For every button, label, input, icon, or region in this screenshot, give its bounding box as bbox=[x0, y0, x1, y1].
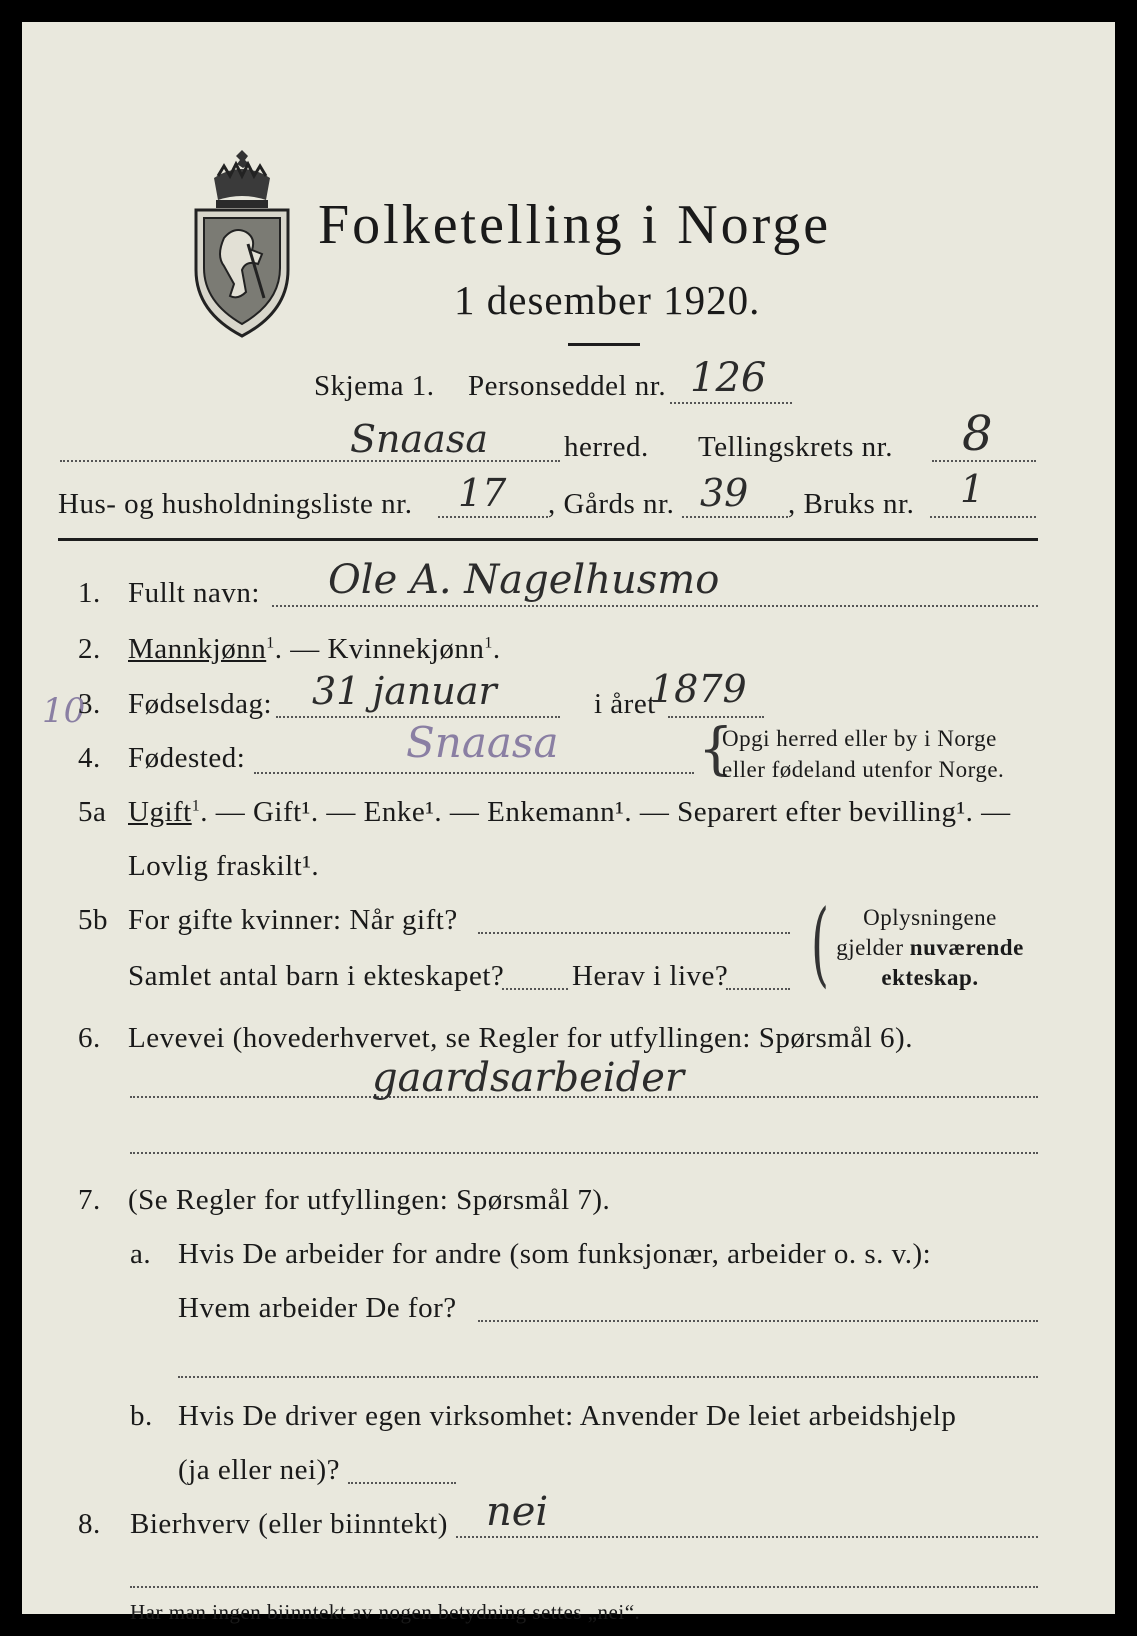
gards-value[interactable]: 39 bbox=[700, 471, 749, 515]
unmarried-option[interactable]: Ugift bbox=[128, 796, 192, 828]
q5a-number: 5a bbox=[78, 796, 107, 828]
household-list-line bbox=[438, 516, 548, 518]
q2-number: 2. bbox=[78, 633, 101, 665]
household-list-label: Hus- og husholdningsliste nr. bbox=[58, 488, 413, 520]
birthplace-value[interactable]: Snaasa bbox=[406, 718, 559, 767]
marriage-note-line3: ekteskap. bbox=[881, 965, 979, 990]
census-date: 1 desember 1920. bbox=[454, 277, 761, 323]
unmarried-footnote-mark: 1 bbox=[191, 797, 201, 815]
q1-label: Fullt navn: bbox=[128, 577, 260, 609]
q3-number: 3. bbox=[78, 688, 101, 720]
bruks-line bbox=[930, 516, 1036, 518]
marriage-note-line2-text: gjelder bbox=[836, 935, 910, 960]
personseddel-value[interactable]: 126 bbox=[690, 355, 767, 401]
married-when-label: For gifte kvinner: Når gift? bbox=[128, 904, 458, 936]
female-footnote-mark: 1 bbox=[484, 634, 493, 652]
q7a-text: Hvis De arbeider for andre (som funksjonær, arbeider o. s. v.): bbox=[178, 1238, 932, 1270]
male-footnote-mark: 1 bbox=[266, 634, 275, 652]
q4-number: 4. bbox=[78, 742, 101, 774]
children-total-label: Samlet antal barn i ekteskapet? bbox=[128, 960, 505, 992]
birthplace-note-brace: { bbox=[698, 717, 734, 782]
schema-label: Skjema 1. bbox=[314, 370, 435, 402]
employer-label: Hvem arbeider De for? bbox=[178, 1292, 457, 1324]
tellingskrets-label: Tellingskrets nr. bbox=[698, 431, 893, 463]
q6-label: Levevei (hovederhvervet, se Regler for utfyllingen: Spørsmål 6). bbox=[128, 1022, 913, 1054]
herred-label: herred. bbox=[564, 431, 649, 463]
q4-label: Fødested: bbox=[128, 742, 246, 774]
q6-number: 6. bbox=[78, 1022, 101, 1054]
marriage-note-line1: Oplysningene bbox=[863, 905, 997, 930]
children-alive-label: Herav i live? bbox=[572, 960, 729, 992]
sex-end: . bbox=[492, 633, 501, 665]
gards-label: , Gårds nr. bbox=[548, 488, 675, 520]
form-title: Folketelling i Norge bbox=[318, 194, 832, 256]
personseddel-label: Personseddel nr. bbox=[468, 370, 667, 402]
side-income-line-2 bbox=[130, 1586, 1038, 1588]
bruks-label: , Bruks nr. bbox=[788, 488, 915, 520]
tellingskrets-value[interactable]: 8 bbox=[962, 406, 993, 462]
birthplace-note-line1: Opgi herred eller by i Norge bbox=[722, 726, 997, 751]
census-form-sheet bbox=[22, 22, 1115, 1624]
birthplace-note-line2: eller fødeland utenfor Norge. bbox=[722, 757, 1005, 782]
birthplace-line bbox=[254, 772, 694, 774]
divorced-option[interactable]: Lovlig fraskilt¹. bbox=[128, 850, 320, 882]
marital-status-options bbox=[128, 798, 1011, 827]
personseddel-line bbox=[670, 402, 792, 404]
marriage-note-current: nuværende bbox=[909, 935, 1024, 960]
q3-label: Fødselsdag: bbox=[128, 688, 273, 720]
marriage-note-line2 bbox=[830, 936, 1030, 959]
full-name-line bbox=[272, 605, 1038, 607]
q7a-letter: a. bbox=[130, 1238, 152, 1270]
q7b-letter: b. bbox=[130, 1400, 153, 1432]
side-income-line bbox=[456, 1536, 1038, 1538]
female-option[interactable]: Kvinnekjønn bbox=[327, 633, 485, 665]
sex-options bbox=[128, 635, 501, 664]
children-alive-line bbox=[726, 988, 790, 990]
header-divider bbox=[58, 538, 1038, 541]
title-rule bbox=[568, 343, 640, 346]
footnote: Har man ingen biinntekt av nogen betydning settes „nei“. bbox=[130, 1600, 641, 1624]
bruks-value[interactable]: 1 bbox=[960, 467, 985, 511]
herred-value[interactable]: Snaasa bbox=[350, 417, 488, 461]
side-income-value[interactable]: nei bbox=[486, 1489, 549, 1535]
q8-number: 8. bbox=[78, 1508, 101, 1540]
full-name-value[interactable]: Ole A. Nagelhusmo bbox=[328, 557, 720, 603]
children-total-line bbox=[502, 988, 568, 990]
sex-separator: . — bbox=[274, 633, 328, 665]
q7b-text: Hvis De driver egen virksomhet: Anvender De leiet arbeidshjelp bbox=[178, 1400, 957, 1432]
q7-label: (Se Regler for utfyllingen: Spørsmål 7). bbox=[128, 1184, 611, 1216]
year-value[interactable]: 1879 bbox=[650, 667, 747, 711]
hired-help-label: (ja eller nei)? bbox=[178, 1454, 341, 1486]
occupation-line-2 bbox=[130, 1152, 1038, 1154]
employer-line-2 bbox=[178, 1376, 1038, 1378]
hired-help-line bbox=[348, 1482, 456, 1484]
year-label: i året bbox=[594, 688, 656, 720]
marital-status-rest: . — Gift¹. — Enke¹. — Enkemann¹. — Separert efter bevilling¹. — bbox=[200, 796, 1011, 828]
male-option[interactable]: Mannkjønn bbox=[128, 633, 267, 665]
margin-pencil-note: 10 bbox=[42, 691, 86, 731]
household-list-value[interactable]: 17 bbox=[458, 471, 507, 515]
married-when-line bbox=[478, 932, 790, 934]
q8-label: Bierhverv (eller biinntekt) bbox=[130, 1508, 448, 1540]
birthday-value[interactable]: 31 januar bbox=[312, 669, 497, 713]
q7-number: 7. bbox=[78, 1184, 101, 1216]
q1-number: 1. bbox=[78, 577, 101, 609]
marriage-note-brace: ( bbox=[810, 890, 829, 997]
employer-line bbox=[478, 1320, 1038, 1322]
q5b-number: 5b bbox=[78, 904, 108, 936]
occupation-value[interactable]: gaardsarbeider bbox=[372, 1055, 684, 1101]
gards-line bbox=[682, 516, 788, 518]
norway-coat-of-arms-icon bbox=[192, 148, 292, 338]
